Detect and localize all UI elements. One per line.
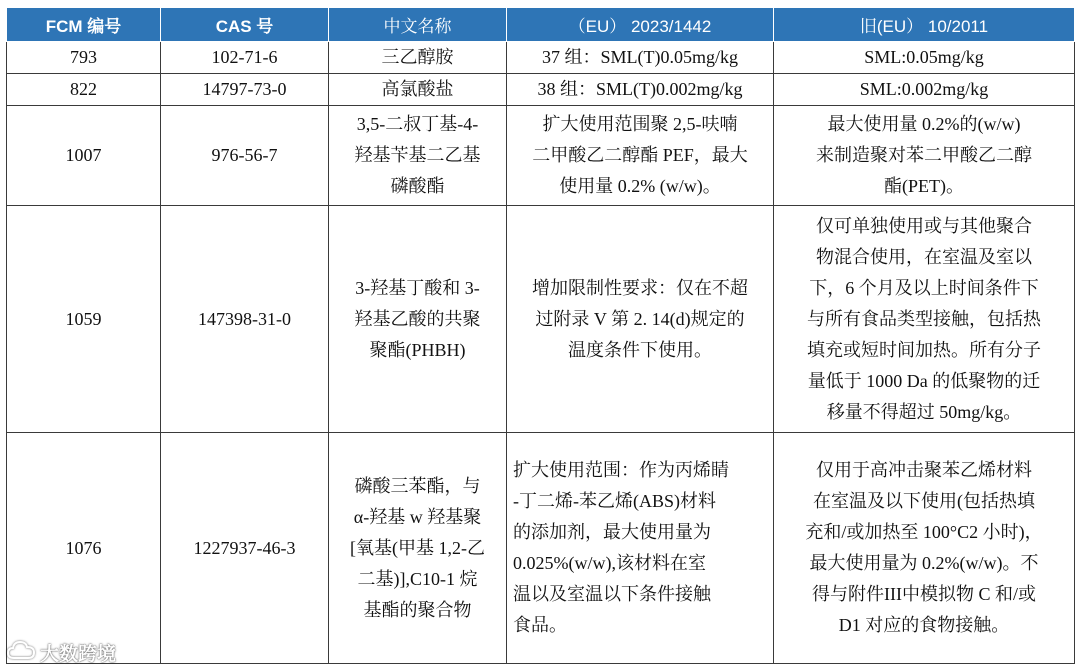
- table-row: [7, 42, 1075, 74]
- table-row: [7, 206, 1075, 433]
- eu-2023-cell: 扩大使用范围：作为丙烯睛 -丁二烯-苯乙烯(ABS)材料 的添加剂，最大使用量为 0.025%(w/w),该材料在室 温以及室温以下条件接触 食品。: [507, 433, 774, 664]
- cas-number-cell: 1227937-46-3: [161, 433, 329, 664]
- header-row: [7, 8, 1075, 42]
- fcm-number-cell: 1059: [7, 206, 161, 433]
- fcm-number-cell: 793: [7, 42, 161, 74]
- chinese-name-cell: 三乙醇胺: [329, 42, 507, 74]
- chinese-name-cell: 高氯酸盐: [329, 74, 507, 106]
- eu-2023-cell: 扩大使用范围聚 2,5-呋喃 二甲酸乙二醇酯 PEF，最大 使用量 0.2% (w/w)。: [507, 106, 774, 206]
- chinese-name-cell: 磷酸三苯酯，与 α-羟基 w 羟基聚 [氧基(甲基 1,2-乙 二基)],C10-1 烷 基酯的聚合物: [329, 433, 507, 664]
- fcm-number-cell: 1076: [7, 433, 161, 664]
- chinese-name-cell: 3-羟基丁酸和 3- 羟基乙酸的共聚 聚酯(PHBH): [329, 206, 507, 433]
- eu-2011-cell: 最大使用量 0.2%的(w/w) 来制造聚对苯二甲酸乙二醇 酯(PET)。: [774, 106, 1075, 206]
- table-row: [7, 106, 1075, 206]
- chinese-name-cell: 3,5-二叔丁基-4- 羟基苄基二乙基 磷酸酯: [329, 106, 507, 206]
- watermark-text: 大数跨境: [40, 642, 117, 665]
- eu-2023-cell: 38 组：SML(T)0.002mg/kg: [507, 74, 774, 106]
- table-row: [7, 74, 1075, 106]
- eu-2011-cell: SML:0.002mg/kg: [774, 74, 1075, 106]
- cas-number-cell: 14797-73-0: [161, 74, 329, 106]
- cas-number-cell: 976-56-7: [161, 106, 329, 206]
- header-eu-2023-1442: （EU） 2023/1442: [507, 8, 774, 42]
- eu-2011-cell: 仅可单独使用或与其他聚合 物混合使用，在室温及室以 下，6 个月及以上时间条件下 与所有食品类型接触，包括热 填充或短时间加热。所有分子 量低于 1000 Da 的低聚物的迁 移量不得超过 50mg/kg。: [774, 206, 1075, 433]
- header-cas-number: CAS 号: [161, 8, 329, 42]
- watermark: [6, 638, 116, 666]
- eu-2011-cell: 仅用于高冲击聚苯乙烯材料 在室温及以下使用(包括热填 充和/或加热至 100°C2 小时)， 最大使用量为 0.2%(w/w)。不 得与附件III中模拟物 C 和/或 D1 对应的食物接触。: [774, 433, 1075, 664]
- header-fcm-number: FCM 编号: [7, 8, 161, 42]
- table-row: [7, 433, 1075, 664]
- eu-2023-cell: 37 组：SML(T)0.05mg/kg: [507, 42, 774, 74]
- eu-2011-cell: SML:0.05mg/kg: [774, 42, 1075, 74]
- eu-2023-cell: 增加限制性要求：仅在不超 过附录 V 第 2. 14(d)规定的 温度条件下使用。: [507, 206, 774, 433]
- cas-number-cell: 102-71-6: [161, 42, 329, 74]
- regulation-table: [6, 7, 1075, 664]
- fcm-number-cell: 822: [7, 74, 161, 106]
- fcm-number-cell: 1007: [7, 106, 161, 206]
- header-eu-10-2011: 旧(EU） 10/2011: [774, 8, 1075, 42]
- header-chinese-name: 中文名称: [329, 8, 507, 42]
- cloud-icon: [6, 639, 36, 666]
- cas-number-cell: 147398-31-0: [161, 206, 329, 433]
